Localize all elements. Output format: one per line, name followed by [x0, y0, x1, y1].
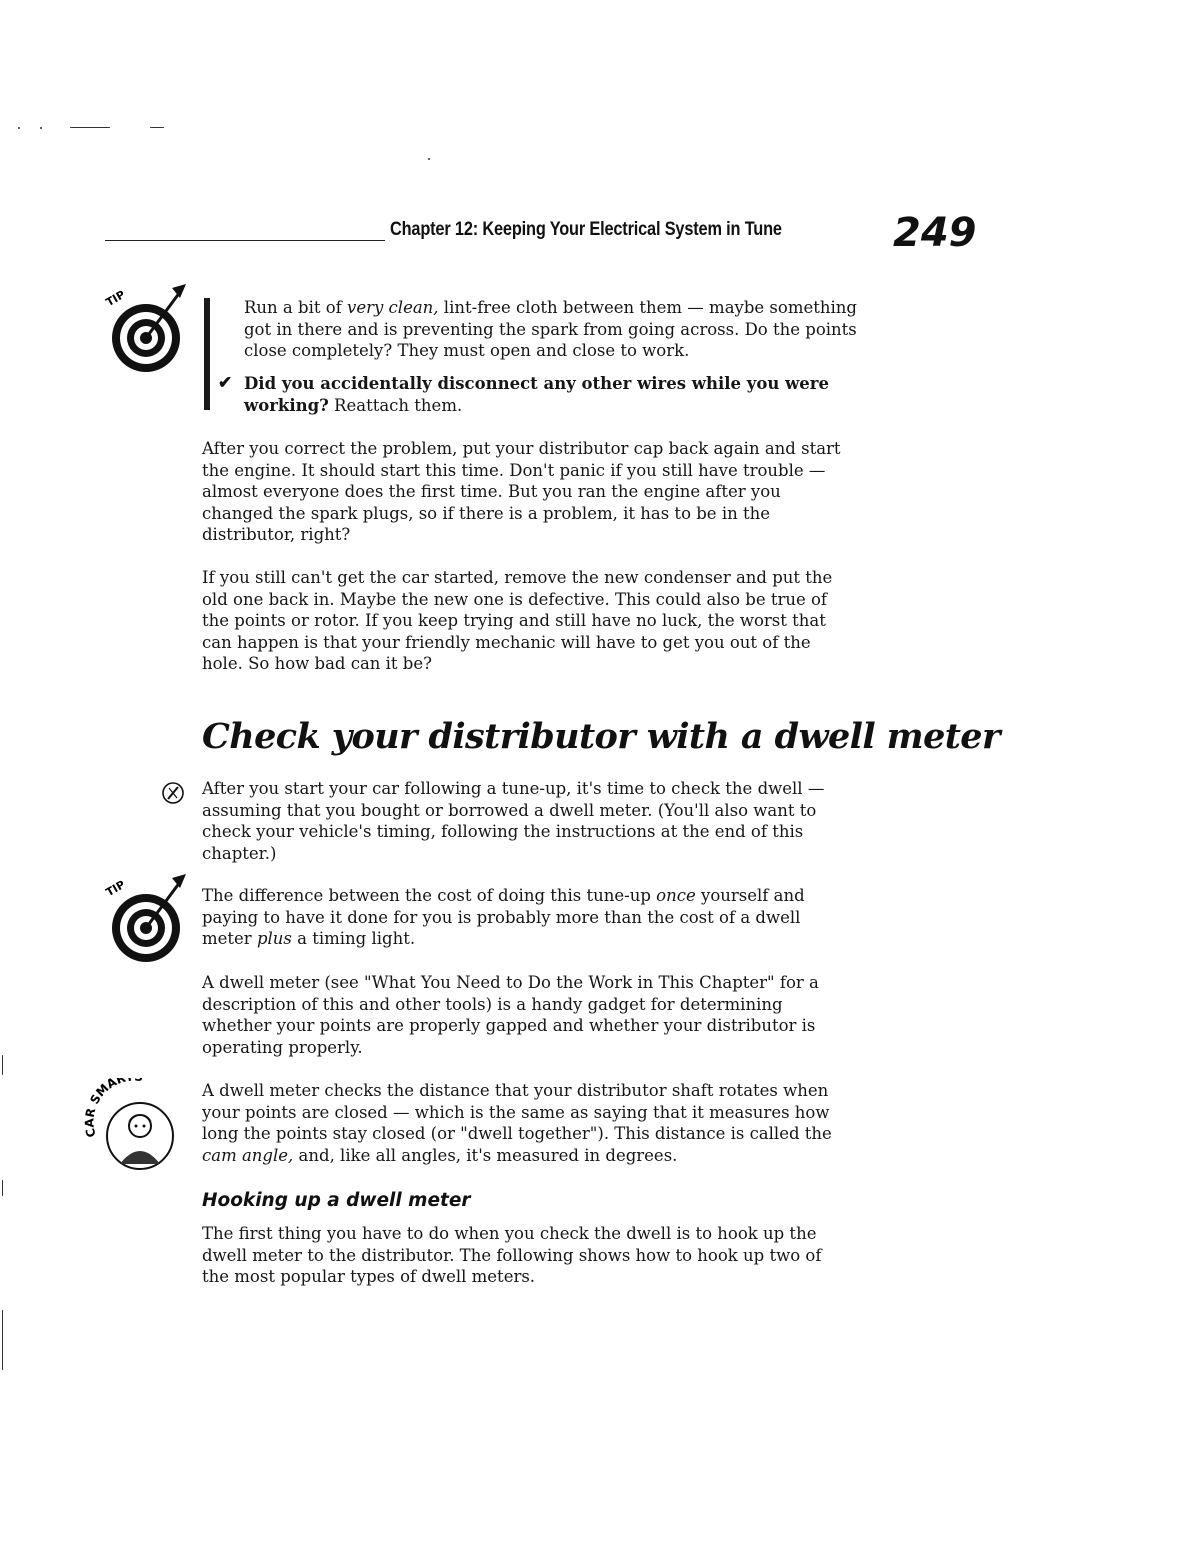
cam-angle-paragraph: A dwell meter checks the distance that your distributor shaft rotates when your points are closed — which is the same as saying that it measures how long the points stay closed (or "dwell together"). This distance is called the cam angle, and, like all angles, it's measured in degrees.: [202, 1081, 832, 1165]
page-number: 249: [893, 210, 977, 256]
tip-target-icon: [100, 872, 192, 964]
scan-speck: [2, 1180, 3, 1196]
scan-speck: [2, 1310, 3, 1370]
tip-label: TIP: [103, 287, 128, 310]
section-heading: Check your distributor with a dwell meter: [202, 716, 1000, 757]
dwell-intro-paragraph: After you start your car following a tune-up, it's time to check the dwell — assuming that you bought or borrowed a dwell meter. (You'll also want to check your vehicle's timing, following the instructions at the end of this chapter.): [202, 779, 825, 863]
chapter-title: Chapter 12: Keeping Your Electrical System in Tune: [390, 219, 782, 240]
car-smarts-icon: [82, 1078, 186, 1174]
header-rule: [105, 240, 385, 241]
scan-speck: [150, 127, 164, 128]
scan-speck: [18, 127, 20, 129]
tip-label: TIP: [103, 877, 128, 900]
reattach-check-item: Did you accidentally disconnect any other wires while you were working? Reattach them.: [244, 374, 829, 415]
hooking-up-paragraph: The first thing you have to do when you check the dwell is to hook up the dwell meter to the distributor. The following shows how to hook up two of the most popular types of dwell meters.: [202, 1224, 822, 1287]
tip-cost-paragraph: The difference between the cost of doing this tune-up once yourself and paying to have it done for you is probably more than the cost of a dwell meter plus a timing light.: [202, 886, 805, 949]
still-cant-start-paragraph: If you still can't get the car started, remove the new condenser and put the old one back in. Maybe the new one is defective. This could also be true of the points or rotor. If you keep trying and still have no luck, the worst that can happen is that your friendly mechanic will have to get you out of the hole. So how bad can it be?: [202, 568, 833, 674]
tip-target-icon: [100, 282, 192, 374]
bullet-vertical-bar: [204, 298, 210, 410]
checkmark-icon: ✔: [218, 373, 233, 393]
cloth-paragraph: Run a bit of very clean, lint-free cloth between them — maybe something got in there and is preventing the spark from going across. Do the points close completely? They must open and close to work.: [244, 298, 857, 361]
wrench-tools-icon: [160, 780, 186, 806]
correct-problem-paragraph: After you correct the problem, put your distributor cap back again and start the engine. It should start this time. Don't panic if you still have trouble — almost everyone does the first time. But you ran the engine after you changed the spark plugs, so if there is a problem, it has to be in the distributor, right?: [202, 439, 841, 545]
scan-speck: [70, 127, 110, 128]
subsection-heading: Hooking up a dwell meter: [202, 1190, 471, 1211]
car-smarts-label: CAR SMAR: [82, 1078, 127, 1139]
scan-speck: [428, 158, 430, 160]
scan-speck: [40, 127, 42, 129]
scan-speck: [2, 1055, 3, 1075]
dwell-meter-description-paragraph: A dwell meter (see "What You Need to Do the Work in This Chapter" for a description of this and other tools) is a handy gadget for determining whether your points are properly gapped and whether your distributor is operating properly.: [202, 973, 819, 1057]
